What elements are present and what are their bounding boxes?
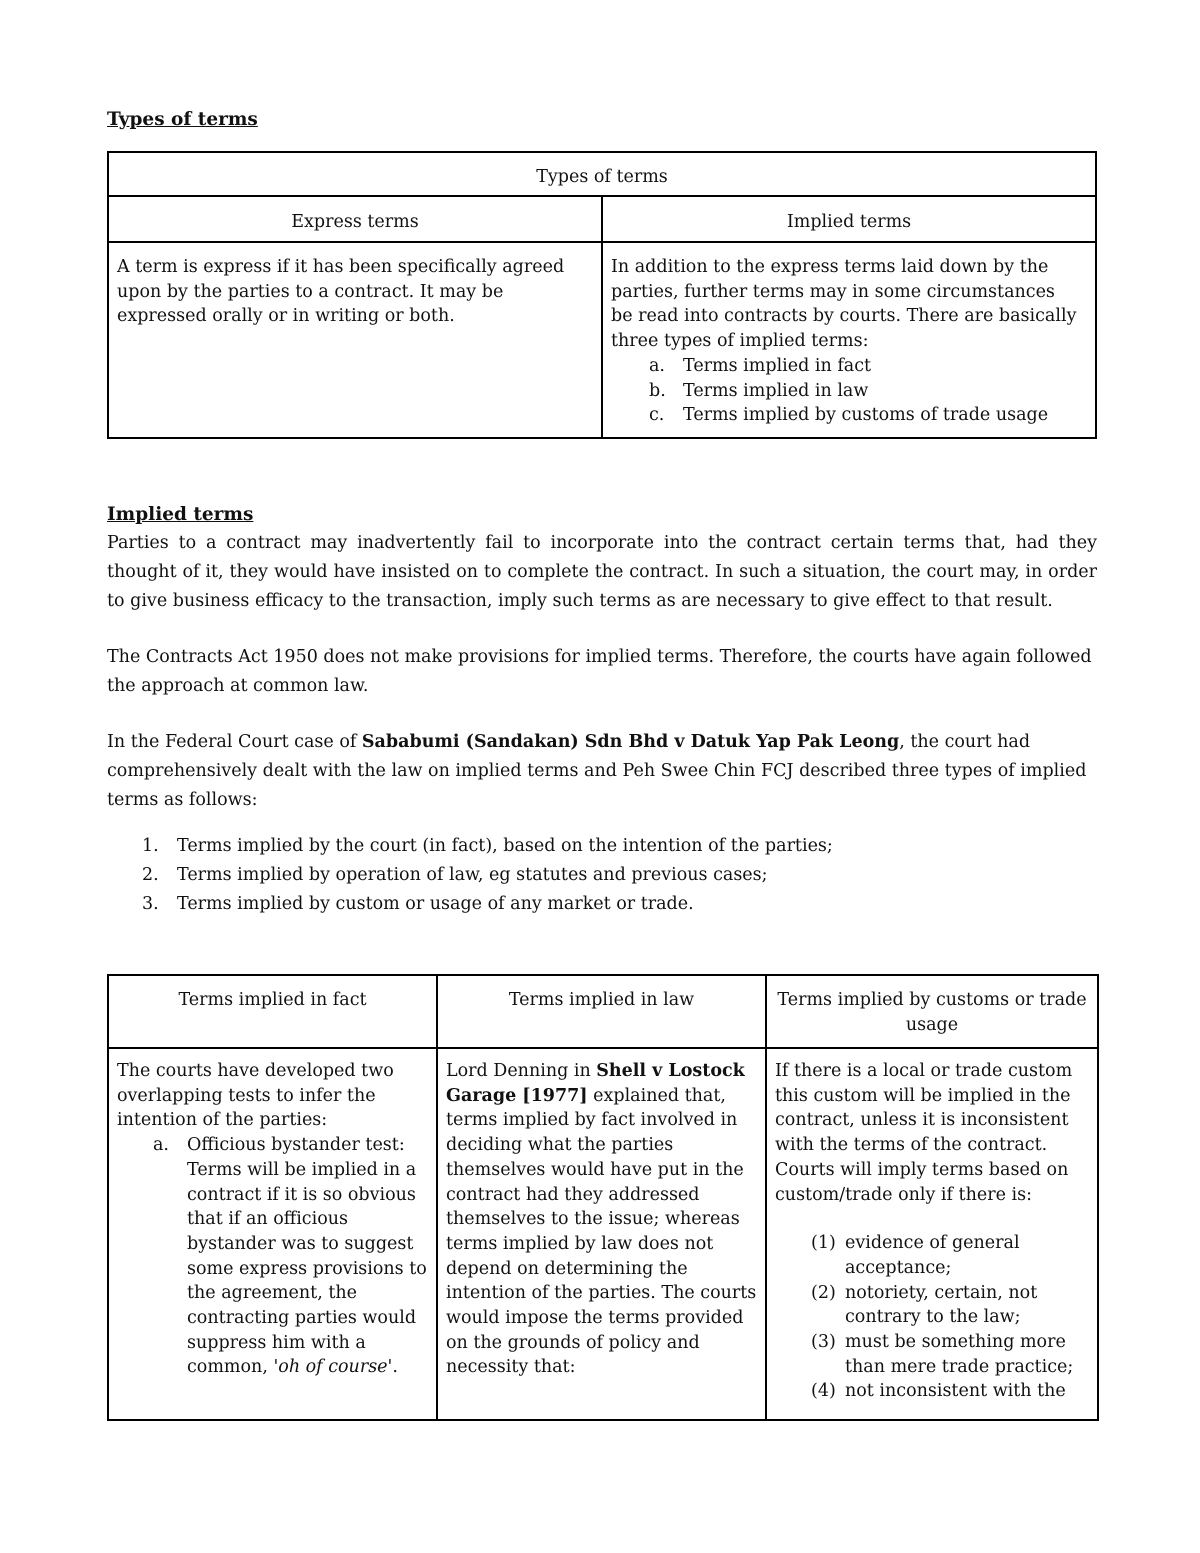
types-of-terms-table — [107, 151, 1097, 439]
types-of-implied-terms-list — [107, 832, 1097, 919]
express-terms-text: A term is express if it has been specifically agreed upon by the parties to a contract. It may be expressed orally or in writing or both. — [117, 257, 565, 327]
list-item: 2. Terms implied by operation of law, eg statutes and previous cases; — [142, 865, 768, 885]
list-item: (2) notoriety, certain, not contrary to the law; — [811, 1282, 1038, 1328]
list-item: 1. Terms implied by the court (in fact), based on the intention of the parties; — [142, 836, 833, 856]
implied-terms-header: Implied terms — [602, 196, 1096, 242]
list-item: a. Terms implied in fact — [649, 355, 872, 376]
implied-terms-comparison-table — [107, 974, 1099, 1421]
implied-terms-body — [602, 242, 1096, 438]
list-item: 3. Terms implied by custom or usage of any market or trade. — [142, 894, 694, 914]
express-terms-body — [108, 242, 602, 438]
table-title-cell: Types of terms — [108, 152, 1096, 196]
implied-terms-list — [611, 354, 1079, 428]
law-header: Terms implied in law — [437, 975, 766, 1048]
case-name: Sababumi (Sandakan) Sdn Bhd v Datuk Yap Pak Leong — [361, 732, 900, 752]
fact-body — [108, 1048, 437, 1420]
custom-requirements-list — [775, 1231, 1089, 1404]
fact-tests-list — [117, 1133, 428, 1380]
implied-terms-paragraph-3: In the Federal Court case of Sababumi (Sandakan) Sdn Bhd v Datuk Yap Pak Leong, the court had comprehensively dealt with the law on implied terms and Peh Swee Chin FCJ described three types of implied terms as follows: — [107, 732, 1087, 810]
law-body: Lord Denning in Shell v Lostock Garage [1977] explained that, terms implied by fact involved in deciding what the parties themselves would have put in the contract had they addressed themselves to the issue; whereas terms implied by law does not depend on determining the intention of the parties. The courts would impose the terms provided on the grounds of policy and necessity that: — [437, 1048, 766, 1420]
custom-intro: If there is a local or trade custom this custom will be implied in the contract, unless it is inconsistent with the terms of the contract. Courts will imply terms based on custom/trade only if there is: — [775, 1061, 1073, 1205]
implied-terms-paragraph-2: The Contracts Act 1950 does not make provisions for implied terms. Therefore, the courts have again followed the approach at common law. — [107, 647, 1092, 696]
types-of-terms-heading: Types of terms — [107, 109, 258, 130]
express-terms-header: Express terms — [108, 196, 602, 242]
custom-body — [766, 1048, 1098, 1420]
implied-terms-heading: Implied terms — [107, 504, 254, 525]
case-name: Shell v Lostock Garage [1977] — [446, 1061, 745, 1106]
fact-header: Terms implied in fact — [108, 975, 437, 1048]
list-item: a. Officious bystander test: Terms will be implied in a contract if it is so obvious that if an officious bystander was to suggest some express provisions to the agreement, the contracting parties would suppress him with a common, 'oh of course'. — [153, 1135, 427, 1378]
custom-header: Terms implied by customs or trade usage — [766, 975, 1098, 1048]
list-item: c. Terms implied by customs of trade usage — [649, 405, 1049, 426]
implied-terms-paragraph-1: Parties to a contract may inadvertently fail to incorporate into the contract certain terms that, had they thought of it, they would have insisted on to complete the contract. In such a situation, the court may, in order to give business efficacy to the transaction, imply such terms as are necessary to give effect to that result. — [107, 533, 1097, 611]
implied-terms-text: In addition to the express terms laid down by the parties, further terms may in some circumstances be read into contracts by courts. There are basically three types of implied terms: — [611, 257, 1077, 352]
list-item: (1) evidence of general acceptance; — [811, 1233, 1020, 1278]
list-item: (3) must be something more than mere trade practice; — [811, 1332, 1074, 1377]
document-page — [107, 106, 1097, 1421]
list-item: b. Terms implied in law — [649, 380, 869, 401]
list-item: (4) not inconsistent with the — [811, 1381, 1066, 1402]
fact-intro: The courts have developed two overlapping tests to infer the intention of the parties: — [117, 1061, 394, 1131]
